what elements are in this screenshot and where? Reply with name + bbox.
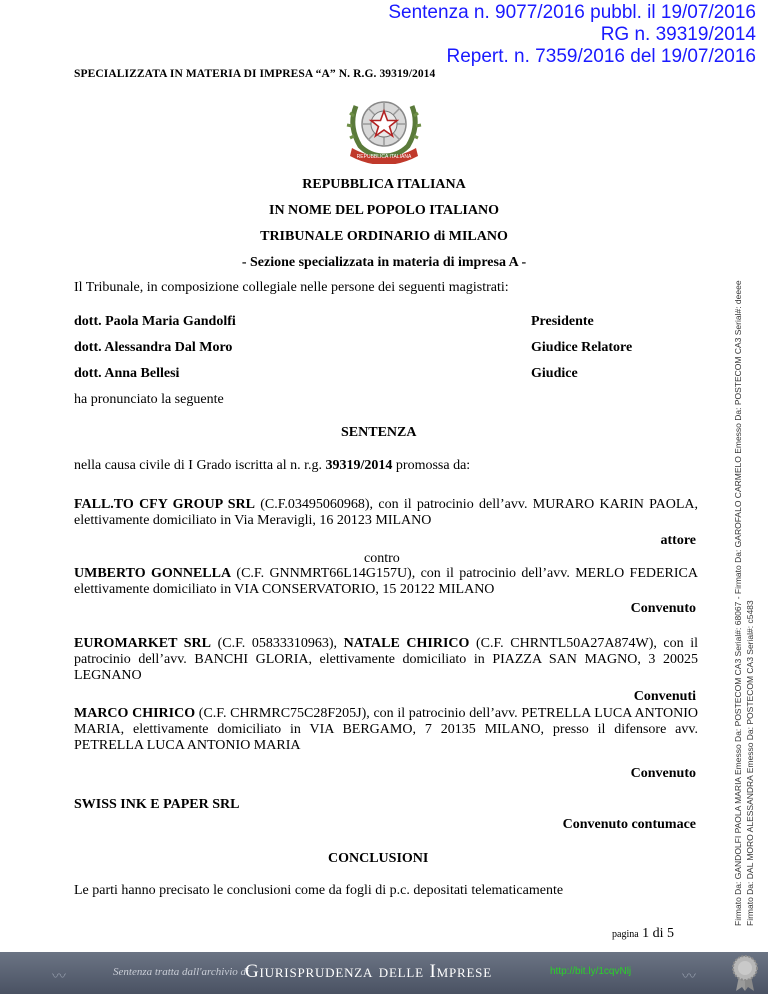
case-line: [74, 458, 470, 474]
title-court: TRIBUNALE ORDINARIO di MILANO: [260, 229, 508, 244]
party-3-name-b: NATALE CHIRICO: [343, 636, 470, 651]
party-1-text: (C.F.03495060968), con il patrocinio dell’avv. MURARO KARIN PAOLA, elettivamente domiciliato in Via Meravigli, 16 20123 MILANO: [74, 497, 698, 528]
party-3-role: Convenuti: [633, 689, 696, 704]
signature-sidebar: [724, 0, 768, 930]
stamp-line-1: Sentenza n. 9077/2016 pubbl. il 19/07/2016: [388, 2, 756, 23]
party-2-name: UMBERTO GONNELLA: [74, 566, 232, 581]
party-1-name: FALL.TO CFY GROUP SRL: [74, 497, 255, 512]
publication-stamp: [388, 2, 756, 68]
party-4-role: Convenuto: [630, 766, 696, 781]
party-3-text-b: (C.F. CHRNTL50A27A874W), con il patrocinio dell’avv. BANCHI GLORIA, elettivamente domiciliato in PIAZZA SAN MAGNO, 3 20025 LEGNANO: [74, 636, 698, 683]
party-4-name: MARCO CHIRICO: [74, 706, 196, 721]
judge-name-3: dott. Anna Bellesi: [74, 366, 180, 381]
party-2: [74, 566, 698, 598]
party-2-role: Convenuto: [630, 601, 696, 616]
conclusions-text: Le parti hanno precisato le conclusioni come da fogli di p.c. depositati telematicamente: [74, 883, 564, 898]
archive-footer: [0, 952, 768, 994]
party-3: [74, 636, 698, 684]
judge-name-2: dott. Alessandra Dal Moro: [74, 340, 233, 355]
seal-icon: [730, 954, 760, 992]
contro-text: contro: [364, 551, 400, 566]
judge-role-3: Giudice: [531, 366, 578, 381]
party-3-name: EUROMARKET SRL: [74, 636, 212, 651]
case-line-after: promossa da:: [392, 458, 471, 473]
case-number: 39319/2014: [325, 458, 393, 473]
judge-name-1: dott. Paola Maria Gandolfi: [74, 314, 236, 329]
conclusions-title: CONCLUSIONI: [328, 851, 429, 866]
signature-line-1: Firmato Da: GANDOLFI PAOLA MARIA Emesso Da: POSTECOM CA3 Serial#: 68067 - Firmato Da: GAROFALO CARMELO Emesso Da: POSTECOM CA3 Serial#: deeee: [733, 280, 743, 926]
party-4: [74, 706, 698, 754]
title-people: IN NOME DEL POPOLO ITALIANO: [269, 203, 499, 218]
judge-role-1: Presidente: [531, 314, 594, 329]
page-sep: di: [652, 926, 664, 941]
signature-line-2: Firmato Da: DAL MORO ALESSANDRA Emesso Da: POSTECOM CA3 Serial#: c5483: [745, 600, 755, 926]
party-2-text: (C.F. GNNMRT66L14G157U), con il patrocinio dell’avv. MERLO FEDERICA elettivamente domiciliato in VIA CONSERVATORIO, 15 20122 MILANO: [74, 566, 698, 597]
header-line: SPECIALIZZATA IN MATERIA DI IMPRESA “A” N. R.G. 39319/2014: [74, 68, 436, 80]
party-3-text-a: (C.F. 05833310963),: [211, 636, 344, 651]
italian-emblem-icon: [342, 86, 426, 164]
footer-url[interactable]: http://bit.ly/1cqvNlj: [550, 966, 632, 977]
party-1-role: attore: [660, 533, 696, 548]
page-current: 1: [642, 926, 650, 941]
intro-text: Il Tribunale, in composizione collegiale nelle persone dei seguenti magistrati:: [74, 280, 509, 295]
party-5-role: Convenuto contumace: [562, 817, 696, 832]
title-republic: REPUBBLICA ITALIANA: [302, 177, 466, 192]
emblem-ribbon-text: REPUBBLICA ITALIANA: [356, 154, 412, 160]
case-line-before: nella causa civile di I Grado iscritta al n. r.g.: [74, 458, 326, 473]
footer-source: Sentenza tratta dall'archivio di: [113, 966, 250, 978]
page-total: 5: [667, 926, 675, 941]
party-5-name: SWISS INK E PAPER SRL: [74, 797, 240, 812]
left-swirl-icon: 〰: [52, 970, 66, 985]
page-prefix: pagina: [612, 929, 639, 940]
party-4-text: (C.F. CHRMRC75C28F205J), con il patrocinio dell’avv. PETRELLA LUCA ANTONIO MARIA, elettivamente domiciliato in VIA BERGAMO, 7 20135 MILANO, presso il difensore avv. PETRELLA LUCA ANTONIO MARIA: [74, 706, 698, 753]
title-section: - Sezione specializzata in materia di impresa A -: [241, 255, 527, 270]
right-swirl-icon: 〰: [682, 970, 696, 985]
stamp-line-3: Repert. n. 7359/2016 del 19/07/2016: [446, 46, 756, 67]
judge-role-2: Giudice Relatore: [531, 340, 633, 355]
footer-brand: Giurisprudenza delle Imprese: [245, 961, 492, 982]
party-1: [74, 497, 698, 529]
page-number: [612, 926, 674, 942]
sentence-title: SENTENZA: [341, 425, 417, 440]
stamp-line-2: RG n. 39319/2014: [600, 24, 756, 45]
pronounced-text: ha pronunciato la seguente: [74, 392, 224, 407]
